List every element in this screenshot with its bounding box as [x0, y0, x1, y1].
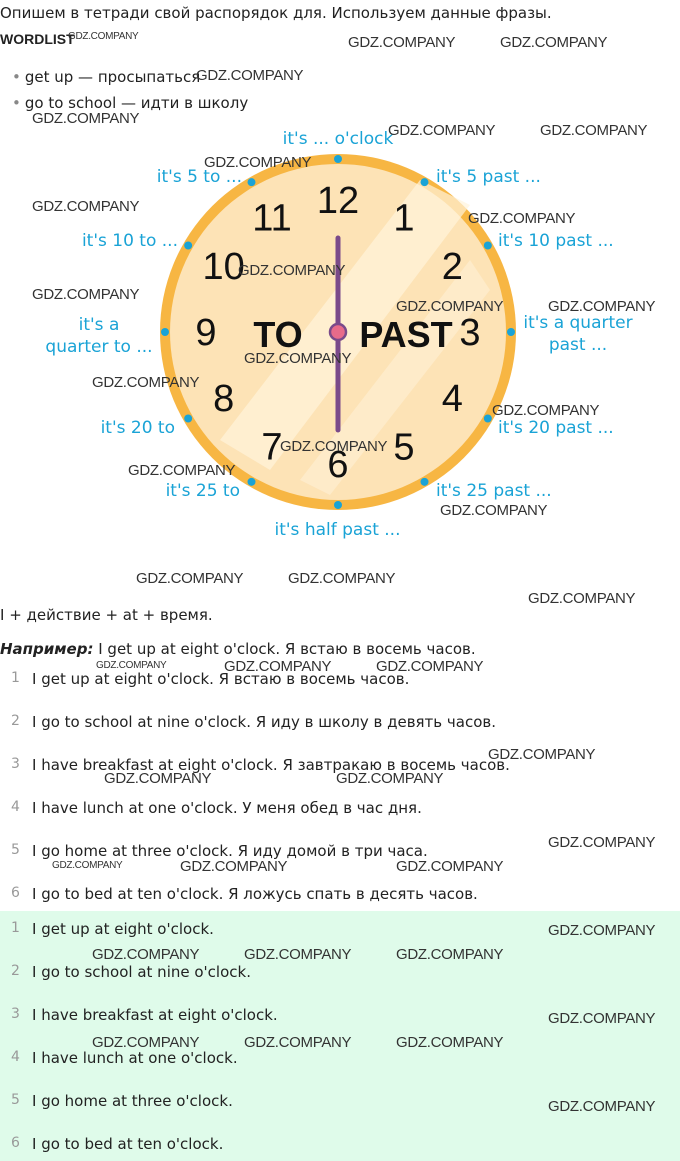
clock-tick — [184, 242, 192, 250]
clock-number: 9 — [195, 312, 217, 354]
label-oclock: it's ... o'clock — [282, 129, 394, 149]
item-text: I go to bed at ten o'clock. Я ложусь спать в десять часов. — [32, 885, 478, 903]
watermark: GDZ.COMPANY — [136, 570, 244, 587]
item-text: I get up at eight o'clock. Я встаю в восемь часов. — [32, 670, 410, 688]
to-label: TO — [253, 314, 303, 355]
label-10-to: it's 10 to ... — [81, 231, 178, 251]
watermark: GDZ.COMPANY — [348, 34, 456, 51]
label-25-to: it's 25 to — [165, 481, 240, 501]
watermark: GDZ.COMPANY — [104, 770, 212, 787]
item-number: 3 — [11, 1006, 20, 1022]
watermark: GDZ.COMPANY — [540, 122, 648, 139]
item-number: 6 — [11, 885, 20, 901]
item-text: I go to school at nine o'clock. Я иду в школу в девять часов. — [32, 713, 496, 731]
watermark: GDZ.COMPANY — [388, 122, 496, 139]
clock-number: 1 — [393, 197, 415, 240]
watermark: GDZ.COMPANY — [128, 462, 236, 479]
wordlist-item: • get up — просыпаться — [12, 68, 201, 86]
item-number: 5 — [11, 1092, 20, 1108]
clock-number: 6 — [327, 444, 349, 486]
clock-number: 7 — [261, 426, 283, 469]
past-label: PAST — [359, 314, 453, 355]
label-5-to: it's 5 to ... — [156, 167, 242, 187]
wordlist-title: WORDLIST — [0, 31, 75, 47]
label-20-past: it's 20 past ... — [498, 418, 614, 438]
watermark: GDZ.COMPANY — [280, 438, 388, 455]
clock-number: 3 — [459, 312, 481, 354]
watermark: GDZ.COMPANY — [244, 350, 352, 367]
clock-tick — [421, 478, 429, 486]
watermark: GDZ.COMPANY — [396, 858, 504, 875]
label-20-to: it's 20 to — [100, 418, 175, 438]
watermark: GDZ.COMPANY — [52, 860, 123, 871]
clock-tick — [334, 501, 342, 509]
item-text: I have lunch at one o'clock. — [32, 1049, 238, 1067]
item-number: 6 — [11, 1135, 20, 1151]
watermark: GDZ.COMPANY — [488, 746, 596, 763]
item-number: 4 — [11, 1049, 20, 1065]
watermark: GDZ.COMPANY — [32, 110, 140, 127]
item-number: 5 — [11, 842, 20, 858]
watermark: GDZ.COMPANY — [196, 67, 304, 84]
watermark: GDZ.COMPANY — [96, 660, 167, 671]
item-text: I go home at three o'clock. Я иду домой в три часа. — [32, 842, 428, 860]
watermark: GDZ.COMPANY — [244, 946, 352, 963]
clock-number: 8 — [213, 378, 235, 420]
clock-tick — [507, 328, 515, 336]
clock-tick — [184, 415, 192, 423]
item-number: 1 — [11, 670, 20, 686]
clock-tick — [484, 415, 492, 423]
wordlist-item: • go to school — идти в школу — [12, 94, 249, 112]
clock-number: 12 — [316, 180, 360, 222]
label-quarter-past-2: past ... — [548, 335, 608, 355]
watermark: GDZ.COMPANY — [204, 154, 312, 171]
clock-number: 5 — [393, 426, 415, 469]
clock-number: 4 — [441, 378, 463, 420]
watermark: GDZ.COMPANY — [92, 374, 200, 391]
intro-text: Опишем в тетради свой распорядок для. Используем данные фразы. — [0, 4, 552, 22]
watermark: GDZ.COMPANY — [548, 834, 656, 851]
watermark: GDZ.COMPANY — [528, 590, 636, 607]
watermark: GDZ.COMPANY — [92, 946, 200, 963]
watermark: GDZ.COMPANY — [500, 34, 608, 51]
clock-number: 11 — [252, 197, 292, 240]
label-10-past: it's 10 past ... — [498, 231, 614, 251]
item-text: I go to bed at ten o'clock. — [32, 1135, 224, 1153]
watermark: GDZ.COMPANY — [376, 658, 484, 675]
label-quarter-past-1: it's a quarter — [523, 313, 633, 333]
watermark: GDZ.COMPANY — [548, 1098, 656, 1115]
item-text: I have lunch at one o'clock. У меня обед в час дня. — [32, 799, 422, 817]
watermark: GDZ.COMPANY — [224, 658, 332, 675]
watermark: GDZ.COMPANY — [396, 1034, 504, 1051]
item-text: I get up at eight o'clock. — [32, 920, 214, 938]
label-quarter-to-2: quarter to ... — [45, 337, 153, 357]
label-half-past: it's half past ... — [274, 520, 401, 540]
formula: I + действие + at + время. — [0, 606, 213, 624]
label-25-past: it's 25 past ... — [436, 481, 552, 501]
item-number: 1 — [11, 920, 20, 936]
clock-tick — [161, 328, 169, 336]
watermark: GDZ.COMPANY — [32, 286, 140, 303]
clock-tick — [484, 242, 492, 250]
label-5-past: it's 5 past ... — [436, 167, 541, 187]
watermark: GDZ.COMPANY — [92, 1034, 200, 1051]
clock-tick — [248, 178, 256, 186]
watermark: GDZ.COMPANY — [440, 502, 548, 519]
clock-number: 2 — [441, 246, 463, 288]
watermark: GDZ.COMPANY — [548, 298, 656, 315]
watermark: GDZ.COMPANY — [396, 946, 504, 963]
watermark: GDZ.COMPANY — [548, 922, 656, 939]
item-text: I go to school at nine o'clock. — [32, 963, 251, 981]
example — [0, 640, 476, 658]
watermark: GDZ.COMPANY — [32, 198, 140, 215]
example-label: Например: — [0, 640, 94, 658]
watermark: GDZ.COMPANY — [180, 858, 288, 875]
item-number: 4 — [11, 799, 20, 815]
clock-tick — [421, 178, 429, 186]
item-number: 3 — [11, 756, 20, 772]
clock-tick — [334, 155, 342, 163]
clock-pin — [330, 324, 346, 340]
item-text: I have breakfast at eight o'clock. — [32, 1006, 278, 1024]
item-text: I have breakfast at eight o'clock. Я завтракаю в восемь часов. — [32, 756, 510, 774]
clock-tick — [248, 478, 256, 486]
watermark: GDZ.COMPANY — [238, 262, 346, 279]
clock-number: 10 — [202, 246, 245, 288]
watermark: GDZ.COMPANY — [68, 31, 139, 42]
example-text: I get up at eight o'clock. Я встаю в восемь часов. — [93, 640, 476, 658]
watermark: GDZ.COMPANY — [396, 298, 504, 315]
label-quarter-to-1: it's a — [78, 315, 120, 335]
watermark: GDZ.COMPANY — [548, 1010, 656, 1027]
item-text: I go home at three o'clock. — [32, 1092, 233, 1110]
watermark: GDZ.COMPANY — [288, 570, 396, 587]
watermark: GDZ.COMPANY — [492, 402, 600, 419]
watermark: GDZ.COMPANY — [244, 1034, 352, 1051]
item-number: 2 — [11, 963, 20, 979]
item-number: 2 — [11, 713, 20, 729]
watermark: GDZ.COMPANY — [468, 210, 576, 227]
watermark: GDZ.COMPANY — [336, 770, 444, 787]
